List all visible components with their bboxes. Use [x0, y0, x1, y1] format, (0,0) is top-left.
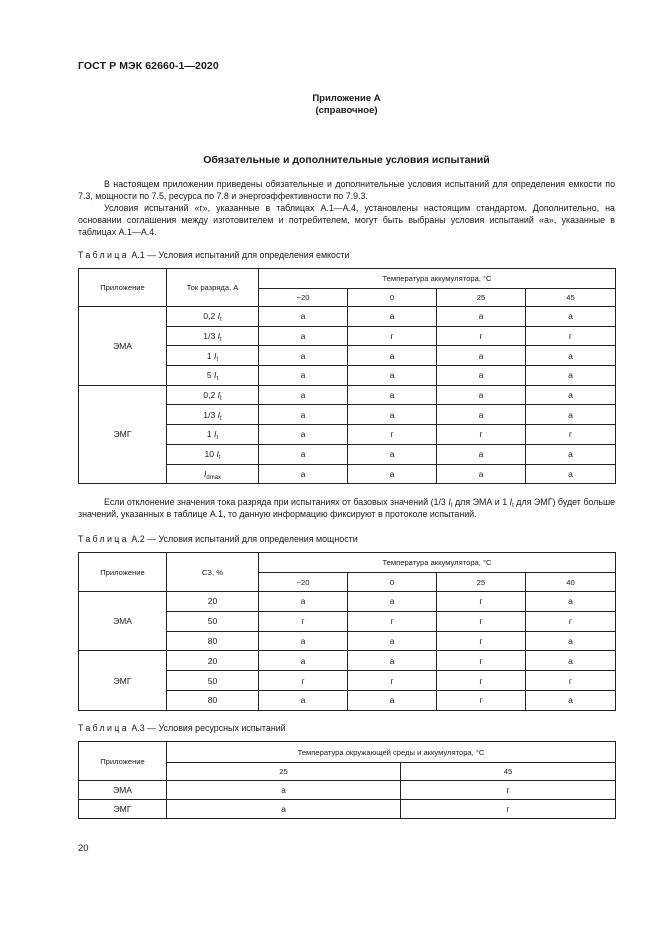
condition-cell: а — [259, 385, 348, 405]
appendix-heading — [78, 93, 615, 117]
condition-cell: а — [259, 307, 348, 327]
group-name: ЭМГ — [79, 651, 167, 710]
condition-cell: г — [526, 671, 616, 691]
state-of-charge-cell: 80 — [167, 690, 259, 710]
table-lifetime-conditions — [78, 741, 616, 819]
state-of-charge-cell: 50 — [167, 611, 259, 631]
header-state-of-charge: СЗ, % — [167, 553, 259, 592]
condition-cell: а — [259, 464, 348, 484]
current-subscript: t — [216, 356, 219, 363]
condition-cell: а — [526, 346, 616, 366]
header-temp-value: 25 — [437, 573, 526, 592]
header-application: Приложение — [79, 553, 167, 592]
condition-cell: а — [259, 425, 348, 445]
condition-cell: г — [401, 800, 616, 819]
current-coefficient: 0,2 — [203, 390, 216, 401]
current-coefficient: 10 — [204, 449, 215, 460]
condition-cell: а — [437, 366, 526, 386]
condition-cell: а — [437, 444, 526, 464]
header-temperature: Температура аккумулятора, °C — [259, 269, 616, 289]
header-temp-value: 25 — [437, 289, 526, 307]
discharge-current-cell — [167, 425, 259, 445]
condition-cell: а — [348, 592, 437, 612]
condition-cell: г — [259, 671, 348, 691]
paragraph-3: Если отклонение значения тока разряда при испытаниях от базовых значений (1/3 $I_t$ для ЭМА и 1 $I_t$ для ЭМГ) будет больше значений, указанных в таблице А.1, то данную информацию фиксируют в протоколе испытаний. — [78, 497, 616, 519]
header-application: Приложение — [79, 269, 167, 307]
condition-cell: а — [348, 690, 437, 710]
condition-cell: а — [259, 651, 348, 671]
header-temp-value: 0 — [348, 573, 437, 592]
intro-text — [78, 178, 615, 238]
current-symbol: I — [203, 468, 207, 479]
current-subscript: t — [218, 455, 221, 462]
condition-cell: г — [348, 326, 437, 346]
current-symbol: I — [217, 311, 221, 322]
condition-cell: а — [259, 346, 348, 366]
condition-cell: а — [348, 307, 437, 327]
condition-cell: а — [348, 444, 437, 464]
condition-cell: г — [348, 425, 437, 445]
header-application: Приложение — [79, 742, 167, 781]
condition-cell: а — [526, 405, 616, 425]
deviation-text — [78, 496, 615, 520]
condition-cell: г — [437, 671, 526, 691]
header-temperature: Температура аккумулятора, °C — [259, 553, 616, 573]
condition-cell: а — [348, 366, 437, 386]
current-coefficient: 1/3 — [203, 331, 216, 342]
condition-cell: г — [259, 611, 348, 631]
current-coefficient: 5 — [206, 370, 212, 381]
appendix-title: Приложение А — [312, 93, 381, 104]
table-row — [79, 781, 616, 800]
condition-cell: а — [526, 307, 616, 327]
condition-cell: г — [437, 326, 526, 346]
condition-cell: а — [437, 307, 526, 327]
condition-cell: а — [526, 444, 616, 464]
condition-cell: а — [167, 781, 401, 800]
header-discharge-current: Ток разряда, А — [167, 269, 259, 307]
discharge-current-cell — [167, 444, 259, 464]
condition-cell: а — [259, 444, 348, 464]
group-name: ЭМА — [79, 307, 167, 386]
table-power-conditions — [78, 552, 616, 711]
table3-caption: Таблица А.3 — Условия ресурсных испытаний — [78, 723, 286, 733]
condition-cell: г — [437, 690, 526, 710]
table-row — [79, 800, 616, 819]
condition-cell: а — [259, 366, 348, 386]
condition-cell: а — [259, 326, 348, 346]
current-symbol: I — [217, 390, 221, 401]
group-name: ЭМА — [79, 592, 167, 651]
condition-cell: г — [526, 611, 616, 631]
paragraph-1: В настоящем приложении приведены обязательные и дополнительные условия испытаний для определения емкости по 7.3, мощности по 7.5, ресурса по 7.8 и энергоэффективности по 7.9.3. — [78, 179, 615, 201]
current-symbol: I — [216, 449, 219, 460]
condition-cell: г — [437, 592, 526, 612]
condition-cell: а — [526, 366, 616, 386]
current-symbol: I — [217, 331, 221, 342]
state-of-charge-cell: 20 — [167, 651, 259, 671]
current-symbol: I — [214, 350, 217, 361]
header-temp-value: 45 — [526, 289, 616, 307]
page-number: 20 — [78, 843, 89, 854]
condition-cell: г — [437, 611, 526, 631]
current-coefficient: 0,2 — [203, 311, 216, 322]
condition-cell: а — [437, 464, 526, 484]
header-temp-value: 0 — [348, 289, 437, 307]
table-row — [79, 553, 616, 573]
discharge-current-cell — [167, 405, 259, 425]
document-code: ГОСТ Р МЭК 62660-1—2020 — [78, 60, 219, 72]
header-temp-value: 25 — [167, 763, 401, 781]
condition-cell: г — [437, 651, 526, 671]
condition-cell: г — [348, 671, 437, 691]
discharge-current-cell — [167, 346, 259, 366]
table1-caption: Таблица А.1 — Условия испытаний для определения емкости — [78, 250, 350, 260]
state-of-charge-cell: 20 — [167, 592, 259, 612]
condition-cell: а — [437, 346, 526, 366]
current-subscript: t — [220, 317, 222, 324]
state-of-charge-cell: 80 — [167, 631, 259, 651]
current-subscript: t — [216, 435, 219, 442]
table-capacity-conditions — [78, 268, 616, 484]
discharge-current-cell — [167, 326, 259, 346]
condition-cell: г — [348, 611, 437, 631]
condition-cell: а — [348, 651, 437, 671]
table-row — [79, 269, 616, 289]
condition-cell: а — [348, 631, 437, 651]
group-name: ЭМГ — [79, 385, 167, 483]
condition-cell: а — [259, 405, 348, 425]
condition-cell: г — [401, 781, 616, 800]
current-subscript: t — [220, 396, 222, 403]
paragraph-2: Условия испытаний «г», указанные в таблицах А.1—А.4, установлены настоящим стандартом. Дополнительно, на основании соглашения между изготовителем и потребителем, могут быть выбраны условия испытаний «а», указанные в таблицах А.1—А.4. — [78, 203, 615, 237]
discharge-current-cell — [167, 385, 259, 405]
condition-cell: а — [348, 346, 437, 366]
table-row — [79, 307, 616, 327]
condition-cell: г — [526, 425, 616, 445]
table-row — [79, 651, 616, 671]
condition-cell: а — [167, 800, 401, 819]
current-coefficient: 1 — [206, 429, 212, 440]
header-temp-value: 45 — [401, 763, 616, 781]
condition-cell: а — [348, 464, 437, 484]
condition-cell: г — [437, 425, 526, 445]
section-title: Обязательные и дополнительные условия испытаний — [203, 154, 490, 166]
discharge-current-cell — [167, 307, 259, 327]
condition-cell: а — [259, 690, 348, 710]
header-temp-value: −20 — [259, 289, 348, 307]
table-row — [79, 592, 616, 612]
current-symbol: I — [217, 409, 221, 420]
table-row — [79, 385, 616, 405]
header-temperature: Температура окружающей среды и аккумулятора, °C — [167, 742, 616, 763]
current-subscript: t — [216, 376, 219, 383]
condition-cell: а — [437, 385, 526, 405]
condition-cell: а — [526, 385, 616, 405]
condition-cell: а — [526, 690, 616, 710]
row-name: ЭМА — [79, 781, 167, 800]
header-temp-value: 40 — [526, 573, 616, 592]
header-temp-value: −20 — [259, 573, 348, 592]
condition-cell: а — [526, 464, 616, 484]
state-of-charge-cell: 50 — [167, 671, 259, 691]
current-subscript: t — [220, 337, 222, 344]
row-name: ЭМГ — [79, 800, 167, 819]
condition-cell: а — [526, 651, 616, 671]
current-symbol: I — [214, 370, 217, 381]
condition-cell: г — [526, 326, 616, 346]
condition-cell: а — [526, 592, 616, 612]
discharge-current-cell — [167, 366, 259, 386]
condition-cell: а — [259, 592, 348, 612]
current-subscript: t — [220, 415, 222, 422]
table-row — [79, 742, 616, 763]
current-symbol: I — [214, 429, 217, 440]
current-coefficient: 1 — [206, 350, 212, 361]
condition-cell: а — [348, 385, 437, 405]
discharge-current-cell — [167, 464, 259, 484]
appendix-subtitle: (справочное) — [315, 105, 378, 116]
condition-cell: г — [437, 631, 526, 651]
condition-cell: а — [259, 631, 348, 651]
table2-caption: Таблица А.2 — Условия испытаний для определения мощности — [78, 534, 358, 544]
condition-cell: а — [348, 405, 437, 425]
current-coefficient: 1/3 — [203, 409, 216, 420]
current-subscript: dmax — [206, 474, 222, 481]
condition-cell: а — [526, 631, 616, 651]
condition-cell: а — [437, 405, 526, 425]
